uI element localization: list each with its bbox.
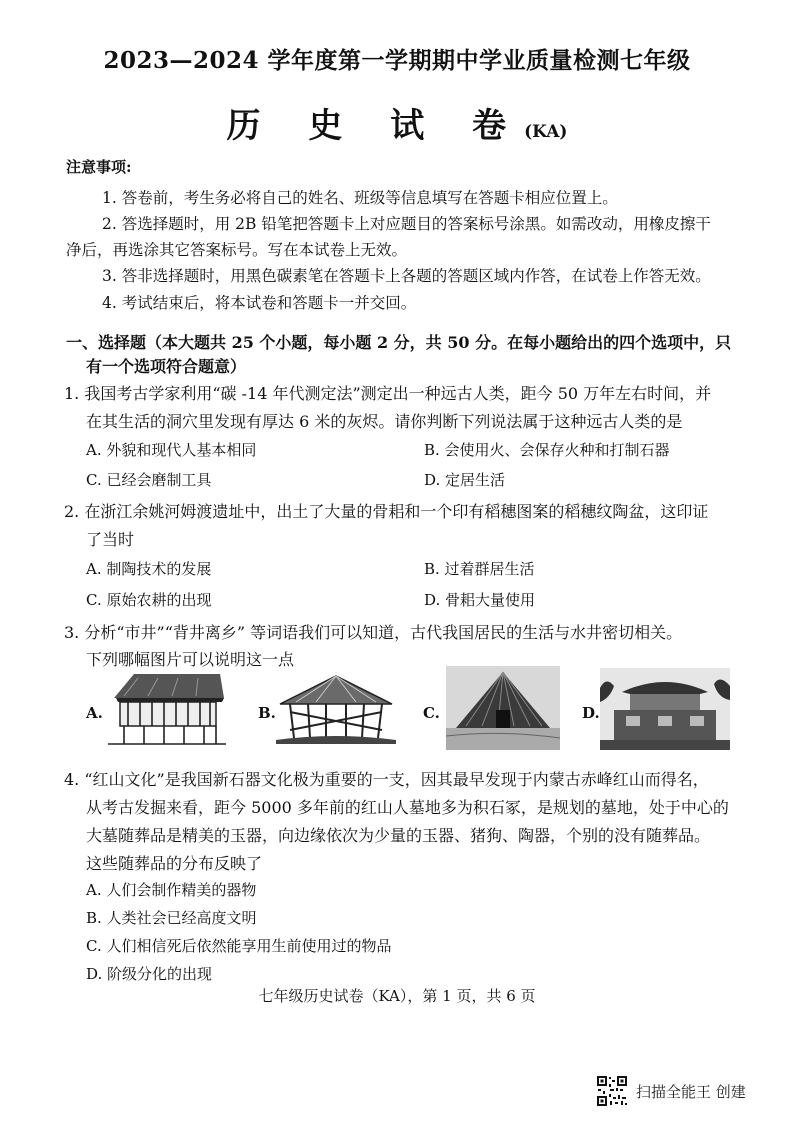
question-4-option-b[interactable]: B. 人类社会已经高度文明 <box>86 909 257 927</box>
thatched-hut-image[interactable] <box>446 666 560 750</box>
question-3-option-a[interactable]: A. <box>86 704 103 722</box>
question-2-stem: 2. 在浙江余姚河姆渡遗址中，出土了大量的骨耜和一个印有稻穗图案的稻穗纹陶盆，这印证 <box>64 502 709 521</box>
scanner-label: 扫描全能王 创建 <box>636 1082 746 1101</box>
question-4-stem-cont: 这些随葬品的分布反映了 <box>86 854 263 873</box>
note-item: 净后，再选涂其它答案标号。写在本试卷上无效。 <box>66 241 408 259</box>
note-item: 4. 考试结束后，将本试卷和答题卡一并交回。 <box>102 294 417 312</box>
question-1-stem-cont: 在其生活的洞穴里发现有厚达 6 米的灰烬。请你判断下列说法属于这种远古人类的是 <box>86 412 683 431</box>
note-item: 1. 答卷前，考生务必将自己的姓名、班级等信息填写在答题卡相应位置上。 <box>102 189 618 207</box>
scanner-watermark <box>596 1075 746 1107</box>
note-item: 3. 答非选择题时，用黑色碳素笔在答题卡上各题的答题区域内作答，在试卷上作答无效。 <box>102 267 711 285</box>
section-heading: 一、选择题（本大题共 25 个小题，每小题 2 分，共 50 分。在每小题给出的四个选项中，只 <box>66 333 732 352</box>
question-1-option-c[interactable]: C. 已经会磨制工具 <box>86 471 212 489</box>
question-4-option-c[interactable]: C. 人们相信死后依然能享用生前使用过的物品 <box>86 937 392 955</box>
page-footer: 七年级历史试卷（KA），第 1 页，共 6 页 <box>258 987 536 1005</box>
question-3-stem: 3. 分析“市井”“背井离乡” 等词语我们可以知道，古代我国居民的生活与水井密切相关。 <box>64 623 683 642</box>
question-4-option-d[interactable]: D. 阶级分化的出现 <box>86 965 213 983</box>
section-heading-cont: 有一个选项符合题意） <box>86 357 247 376</box>
qr-code-icon <box>596 1075 628 1107</box>
question-4-option-a[interactable]: A. 人们会制作精美的器物 <box>86 881 257 899</box>
question-2-option-a[interactable]: A. 制陶技术的发展 <box>86 560 212 578</box>
exam-title: 2023—2024 学年度第一学期期中学业质量检测七年级 <box>103 47 691 74</box>
question-1-option-a[interactable]: A. 外貌和现代人基本相同 <box>86 441 257 459</box>
question-3-option-d[interactable]: D. <box>582 704 600 722</box>
question-3-option-b[interactable]: B. <box>258 704 276 722</box>
note-item: 2. 答选择题时，用 2B 铅笔把答题卡上对应题目的答案标号涂黑。如需改动，用橡皮擦干 <box>102 215 711 233</box>
ancient-well-building-image[interactable] <box>600 668 730 750</box>
question-2-option-d[interactable]: D. 骨耜大量使用 <box>424 591 536 609</box>
stilt-house-image[interactable] <box>104 668 230 748</box>
semi-subterranean-hut-image[interactable] <box>276 672 396 748</box>
question-4-stem-cont: 大墓随葬品是精美的玉器，向边缘依次为少量的玉器、猪狗、陶器，个别的没有随葬品。 <box>86 826 711 845</box>
question-3-option-c[interactable]: C. <box>423 704 440 722</box>
question-2-stem-cont: 了当时 <box>86 530 135 549</box>
question-1-option-d[interactable]: D. 定居生活 <box>424 471 506 489</box>
version-code: (KA) <box>524 122 568 142</box>
question-4-stem-cont: 从考古发掘来看，距今 5000 多年前的红山人墓地多为积石冢，是规划的墓地，处于中心的 <box>86 798 729 817</box>
question-2-option-c[interactable]: C. 原始农耕的出现 <box>86 591 212 609</box>
question-3-stem-cont: 下列哪幅图片可以说明这一点 <box>86 650 295 669</box>
question-2-option-b[interactable]: B. 过着群居生活 <box>424 560 535 578</box>
notes-heading: 注意事项: <box>66 158 132 176</box>
subject-name: 历 史 试 卷 <box>226 106 525 146</box>
subject-title <box>0 98 794 147</box>
question-1-stem: 1. 我国考古学家利用“碳 -14 年代测定法”测定出一种远古人类，距今 50 万年左右时间，并 <box>64 384 712 403</box>
question-1-option-b[interactable]: B. 会使用火、会保存火种和打制石器 <box>424 441 670 459</box>
question-4-stem: 4. “红山文化”是我国新石器文化极为重要的一支，因其最早发现于内蒙古赤峰红山而得名， <box>64 770 709 789</box>
